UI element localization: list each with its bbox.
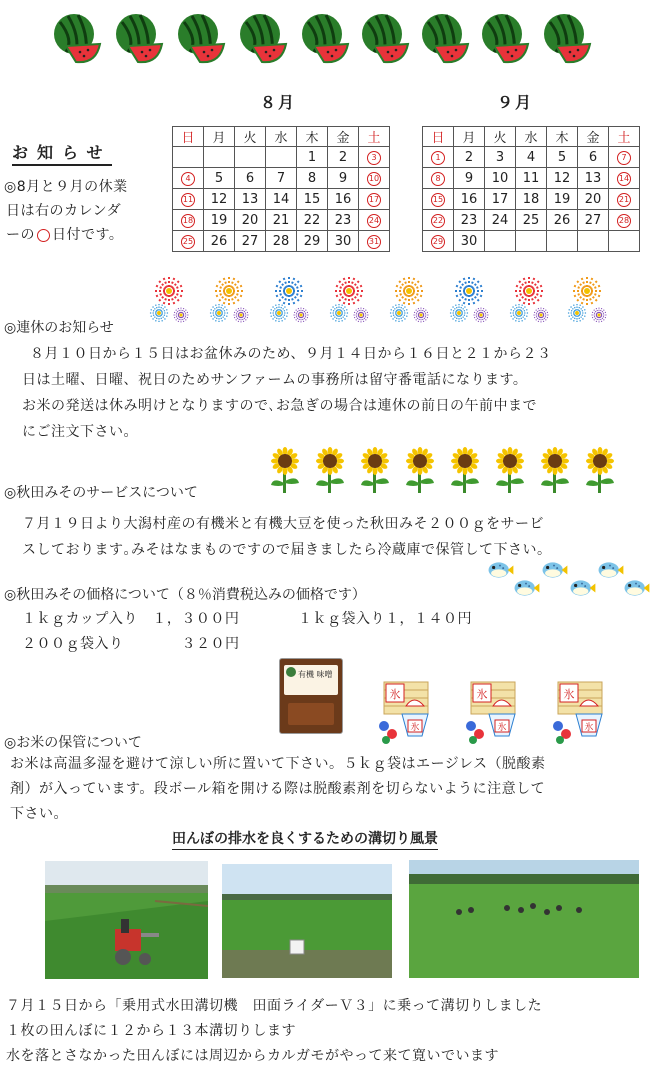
calendar-day-number: 27 (584, 212, 602, 228)
firework-icon (172, 306, 190, 324)
holiday-day-marker: 28 (617, 214, 631, 228)
calendar-day-number: 7 (276, 170, 286, 186)
svg-text:氷: 氷 (584, 723, 594, 733)
calendar-day-cell (266, 210, 297, 231)
calendar-day-cell (266, 168, 297, 189)
calendar-day-number: 12 (553, 170, 571, 186)
holiday-day-marker: 7 (617, 151, 631, 165)
holiday-day-marker: 18 (181, 214, 195, 228)
calendar-day-cell (423, 168, 454, 189)
notice-line-3-start: ーの (6, 227, 35, 243)
calendar-week-row (173, 168, 390, 189)
calendar-day-number: 22 (303, 212, 321, 228)
calendar-day-number: 3 (495, 149, 505, 165)
calendar-week-row (173, 189, 390, 210)
calendar-day-cell (266, 147, 297, 168)
sunflower-icon (445, 447, 485, 493)
holiday-line-3: お米の発送は休み明けとなりますので､お急ぎの場合は連休の前日の午前中まで (22, 398, 537, 414)
calendar-day-cell (297, 168, 328, 189)
calendar-day-number: 19 (210, 212, 228, 228)
calendar-day-cell (609, 147, 640, 168)
calendar-day-cell (547, 231, 578, 252)
notice-line-3 (6, 224, 123, 246)
calendar-day-number: 6 (245, 170, 255, 186)
calendar-day-number: 30 (334, 233, 352, 249)
calendar-day-cell (423, 231, 454, 252)
calendar-week-row (173, 231, 390, 252)
firework-icon (208, 302, 230, 324)
firework-icon (448, 302, 470, 324)
calendar-day-cell (204, 231, 235, 252)
calendar-day-number: 5 (557, 149, 567, 165)
calendar-day-number: 27 (241, 233, 259, 249)
holiday-day-marker: 21 (617, 193, 631, 207)
watermelon-icon (360, 10, 410, 64)
calendar-day-cell (454, 147, 485, 168)
weekday-header: 土 (609, 127, 640, 147)
calendar-day-number: 9 (464, 170, 474, 186)
september-title: ９月 (497, 93, 534, 112)
calendar-day-number: 30 (460, 233, 478, 249)
pufferfish-icon (568, 578, 596, 598)
calendar-day-cell (359, 189, 390, 210)
calendar-day-cell (297, 231, 328, 252)
pufferfish-icon (622, 578, 650, 598)
calendar-day-cell (609, 231, 640, 252)
calendar-day-cell (423, 189, 454, 210)
calendar-day-number: 19 (553, 191, 571, 207)
miso-price-1kg-bag: １ｋｇ袋入り１，１４０円 (298, 611, 472, 627)
calendar-day-cell (359, 210, 390, 231)
calendar-day-cell (516, 231, 547, 252)
august-calendar (172, 126, 390, 252)
calendar-day-cell (328, 168, 359, 189)
calendar-day-cell (328, 231, 359, 252)
calendar-day-number: 23 (460, 212, 478, 228)
calendar-day-cell (359, 168, 390, 189)
calendar-day-number: 11 (522, 170, 540, 186)
calendar-day-number: 28 (272, 233, 290, 249)
calendar-day-number: 6 (588, 149, 598, 165)
weekday-header: 月 (204, 127, 235, 147)
calendar-day-cell (173, 168, 204, 189)
holiday-day-marker: 22 (431, 214, 445, 228)
september-calendar (422, 126, 640, 252)
calendar-day-number: 15 (303, 191, 321, 207)
svg-text:氷: 氷 (389, 688, 401, 701)
calendar-day-cell (547, 168, 578, 189)
calendar-day-cell (547, 189, 578, 210)
watermelon-icon (176, 10, 226, 64)
calendar-day-cell (485, 231, 516, 252)
firework-icon (508, 302, 530, 324)
calendar-day-cell (297, 210, 328, 231)
pufferfish-icon (596, 560, 624, 580)
weekday-header: 木 (297, 127, 328, 147)
calendar-day-cell (485, 189, 516, 210)
firework-icon (566, 302, 588, 324)
calendar-week-row (423, 210, 640, 231)
calendar-day-number: 20 (241, 212, 259, 228)
calendar-day-cell (359, 147, 390, 168)
holiday-day-marker: 17 (367, 193, 381, 207)
calendar-day-number: 10 (491, 170, 509, 186)
calendar-week-row (173, 147, 390, 168)
scenery-line-3: 水を落とさなかった田んぼには周辺からカルガモがやって来て寛いでいます (6, 1048, 499, 1064)
field-photo-machine (45, 861, 208, 979)
calendar-day-number: 24 (491, 212, 509, 228)
calendar-day-number: 9 (338, 170, 348, 186)
miso-service-line-1: ７月１９日より大潟村産の有機米と有機大豆を使った秋田みそ２００ｇをサービ (22, 516, 544, 532)
calendar-day-cell (204, 189, 235, 210)
field-photo-drain (222, 864, 392, 978)
watermelon-icon (52, 10, 102, 64)
calendar-day-number: 12 (210, 191, 228, 207)
calendar-day-cell (173, 231, 204, 252)
calendar-day-cell (423, 210, 454, 231)
calendar-week-row (173, 210, 390, 231)
calendar-day-cell (173, 147, 204, 168)
firework-icon (412, 306, 430, 324)
rice-storage-line-2: 剤）が入っています。段ボール箱を開ける際は脱酸素剤を切らないように注意して (10, 781, 546, 797)
calendar-day-cell (454, 168, 485, 189)
holiday-heading: ◎連休のお知らせ (4, 320, 114, 336)
weekday-header: 火 (235, 127, 266, 147)
holiday-day-marker: 11 (181, 193, 195, 207)
calendar-day-cell (516, 210, 547, 231)
firework-icon (590, 306, 608, 324)
notice-line-1: ◎8月と９月の休業 (4, 179, 128, 195)
calendar-day-cell (204, 210, 235, 231)
miso-price-1kg-cup: １ｋｇカップ入り １，３００円 (22, 611, 240, 627)
watermelon-icon (420, 10, 470, 64)
calendar-day-cell (578, 189, 609, 210)
holiday-day-marker: 25 (181, 235, 195, 249)
weekday-header: 金 (328, 127, 359, 147)
calendar-week-row (423, 231, 640, 252)
svg-text:氷: 氷 (497, 723, 507, 733)
calendar-day-cell (235, 168, 266, 189)
notice-line-2: 日は右のカレンダ (6, 203, 122, 219)
calendar-day-cell (204, 147, 235, 168)
calendar-day-cell (235, 210, 266, 231)
holiday-line-4: にご注文下さい。 (22, 424, 138, 440)
holiday-day-marker: 8 (431, 172, 445, 186)
sunflower-icon (310, 447, 350, 493)
shaved-ice-icon (465, 680, 521, 746)
weekday-header: 日 (173, 127, 204, 147)
field-photo-ducks (409, 860, 639, 978)
holiday-day-marker: 29 (431, 235, 445, 249)
calendar-day-cell (235, 147, 266, 168)
calendar-day-cell (578, 168, 609, 189)
holiday-day-marker: 10 (367, 172, 381, 186)
calendar-day-number: 26 (210, 233, 228, 249)
holiday-day-marker: 3 (367, 151, 381, 165)
firework-icon (532, 306, 550, 324)
calendar-day-number: 4 (526, 149, 536, 165)
calendar-day-number: 13 (584, 170, 602, 186)
calendar-day-cell (328, 210, 359, 231)
calendar-day-cell (454, 231, 485, 252)
calendar-day-number: 8 (307, 170, 317, 186)
shaved-ice-icon (552, 680, 608, 746)
weekday-header: 金 (578, 127, 609, 147)
weekday-header: 土 (359, 127, 390, 147)
calendar-day-cell (266, 231, 297, 252)
calendar-day-cell (235, 189, 266, 210)
calendar-day-cell (173, 189, 204, 210)
pufferfish-icon (512, 578, 540, 598)
calendar-day-number: 16 (460, 191, 478, 207)
calendar-day-cell (516, 189, 547, 210)
calendar-day-cell (359, 231, 390, 252)
firework-icon (328, 302, 350, 324)
watermelon-icon (300, 10, 350, 64)
miso-package-image (279, 658, 343, 734)
sunflower-icon (535, 447, 575, 493)
calendar-day-cell (578, 210, 609, 231)
weekday-header: 木 (547, 127, 578, 147)
rice-storage-line-3: 下さい。 (10, 806, 68, 822)
miso-package-label: 有機 味噌 (298, 670, 333, 679)
watermelon-icon (542, 10, 592, 64)
sunflower-icon (355, 447, 395, 493)
calendar-day-number: 26 (553, 212, 571, 228)
rice-storage-line-1: お米は高温多湿を避けて涼しい所に置いて下さい。５ｋｇ袋はエージレス（脱酸素 (10, 756, 546, 772)
holiday-day-marker: 24 (367, 214, 381, 228)
weekday-header: 火 (485, 127, 516, 147)
calendar-week-row (423, 168, 640, 189)
calendar-day-cell (578, 231, 609, 252)
holiday-day-marker: 1 (431, 151, 445, 165)
calendar-day-number: 13 (241, 191, 259, 207)
firework-icon (148, 302, 170, 324)
calendar-day-cell (485, 210, 516, 231)
calendar-day-cell (328, 147, 359, 168)
firework-icon (292, 306, 310, 324)
calendar-day-cell (266, 189, 297, 210)
shaved-ice-icon (378, 680, 434, 746)
firework-icon (352, 306, 370, 324)
calendar-day-cell (204, 168, 235, 189)
calendar-day-number: 5 (214, 170, 224, 186)
scenery-line-2: １枚の田んぼに１２から１３本溝切りします (6, 1023, 296, 1039)
calendar-day-cell (297, 189, 328, 210)
holiday-day-marker: 15 (431, 193, 445, 207)
calendar-day-cell (485, 147, 516, 168)
miso-service-heading: ◎秋田みそのサービスについて (4, 485, 198, 501)
weekday-header: 月 (454, 127, 485, 147)
calendar-day-number: 1 (307, 149, 317, 165)
watermelon-icon (238, 10, 288, 64)
holiday-line-1: ８月１０日から１５日はお盆休みのため、９月１４日から１６日と２１から２３ (30, 346, 552, 362)
calendar-day-number: 25 (522, 212, 540, 228)
sunflower-icon (580, 447, 620, 493)
miso-price-200g-bag: ２００ｇ袋入り ３２０円 (22, 636, 240, 652)
calendar-day-number: 2 (464, 149, 474, 165)
firework-icon (268, 302, 290, 324)
calendar-day-cell (547, 147, 578, 168)
calendar-day-number: 16 (334, 191, 352, 207)
calendar-day-cell (328, 189, 359, 210)
august-title: ８月 (260, 93, 297, 112)
miso-service-line-2: スしております｡みそはなまものですので届きましたら冷蔵庫で保管して下さい｡ (22, 542, 545, 558)
holiday-day-marker: 4 (181, 172, 195, 186)
notice-title: お知らせ (12, 140, 112, 166)
calendar-day-cell (609, 210, 640, 231)
calendar-day-cell (485, 168, 516, 189)
calendar-day-number: 20 (584, 191, 602, 207)
calendar-day-number: 29 (303, 233, 321, 249)
holiday-day-marker: 31 (367, 235, 381, 249)
calendar-day-cell (547, 210, 578, 231)
svg-text:氷: 氷 (476, 688, 488, 701)
calendar-day-cell (516, 168, 547, 189)
notice-line-3-end: 日付です。 (52, 227, 124, 243)
firework-icon (388, 302, 410, 324)
svg-text:氷: 氷 (563, 688, 575, 701)
sunflower-icon (400, 447, 440, 493)
calendar-day-number: 18 (522, 191, 540, 207)
calendar-day-cell (297, 147, 328, 168)
calendar-day-cell (578, 147, 609, 168)
sunflower-icon (265, 447, 305, 493)
weekday-header: 水 (266, 127, 297, 147)
calendar-day-cell (609, 189, 640, 210)
calendar-day-cell (516, 147, 547, 168)
holiday-line-2: 日は土曜、日曜、祝日のためサンファームの事務所は留守番電話になります。 (22, 372, 528, 388)
weekday-header: 水 (516, 127, 547, 147)
calendar-day-cell (235, 231, 266, 252)
firework-icon (232, 306, 250, 324)
calendar-day-number: 23 (334, 212, 352, 228)
firework-icon (472, 306, 490, 324)
miso-price-heading: ◎秋田みその価格について（８％消費税込みの価格です） (4, 587, 366, 603)
pufferfish-icon (486, 560, 514, 580)
rice-storage-heading: ◎お米の保管について (4, 735, 142, 751)
calendar-day-number: 21 (272, 212, 290, 228)
scenery-line-1: ７月１５日から「乗用式水田溝切機 田面ライダーＶ３」に乗って溝切りしました (6, 998, 543, 1014)
svg-text:氷: 氷 (410, 723, 420, 733)
calendar-day-cell (173, 210, 204, 231)
calendar-day-cell (454, 210, 485, 231)
calendar-week-row (423, 147, 640, 168)
calendar-day-cell (609, 168, 640, 189)
watermelon-icon (114, 10, 164, 64)
calendar-day-number: 14 (272, 191, 290, 207)
calendar-day-cell (423, 147, 454, 168)
calendar-day-number: 17 (491, 191, 509, 207)
calendar-week-row (423, 189, 640, 210)
holiday-day-marker: 14 (617, 172, 631, 186)
weekday-header: 日 (423, 127, 454, 147)
watermelon-icon (480, 10, 530, 64)
calendar-day-cell (454, 189, 485, 210)
red-circle-marker-icon (37, 229, 50, 242)
scenery-caption: 田んぼの排水を良くするための溝切り風景 (172, 828, 438, 850)
sunflower-icon (490, 447, 530, 493)
calendar-day-number: 2 (338, 149, 348, 165)
pufferfish-icon (540, 560, 568, 580)
